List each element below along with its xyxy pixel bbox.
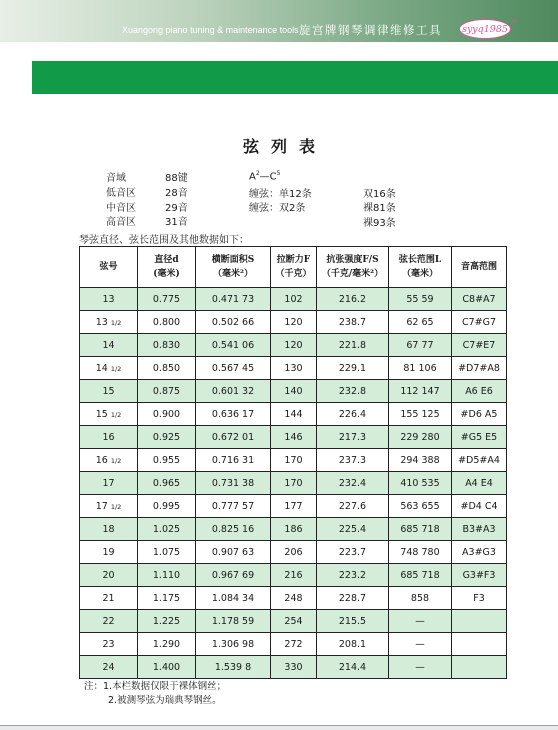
table-cell-d: 0.900	[138, 403, 196, 426]
table-cell-no: 22	[80, 610, 138, 633]
table-cell-pitch: #D6 A5	[452, 403, 507, 426]
table-cell-fs: 228.7	[317, 587, 389, 610]
table-cell-fs: 232.8	[317, 380, 389, 403]
table-cell-pitch: F3	[452, 587, 507, 610]
half-fraction: 1/2	[110, 456, 122, 465]
table-cell-f: 206	[271, 541, 317, 564]
table-cell-fs: 214.4	[317, 656, 389, 679]
table-cell-f: 186	[271, 518, 317, 541]
table-cell-no: 15 1/2	[80, 403, 138, 426]
half-fraction: 1/2	[110, 318, 122, 327]
column-header-title: 音高范围	[460, 262, 497, 272]
table-cell-fs: 221.8	[317, 334, 389, 357]
table-cell-s: 0.967 69	[196, 564, 271, 587]
table-cell-s: 0.825 16	[196, 518, 271, 541]
table-cell-d: 1.225	[138, 610, 196, 633]
table-cell-f: 170	[271, 449, 317, 472]
table-cell-no: 16	[80, 426, 138, 449]
column-header	[196, 247, 271, 288]
column-header-title: 拉断力F	[276, 255, 311, 265]
table-cell-s: 0.541 06	[196, 334, 271, 357]
table-cell-d: 0.875	[138, 380, 196, 403]
table-cell-no: 17	[80, 472, 138, 495]
table-cell-l: 67 77	[389, 334, 452, 357]
table-cell-no: 19	[80, 541, 138, 564]
table-cell-s: 1.178 59	[196, 610, 271, 633]
table-cell-l: —	[389, 656, 452, 679]
column-header-title: 直径d	[154, 255, 179, 265]
table-cell-d: 1.175	[138, 587, 196, 610]
table-cell-fs: 216.2	[317, 288, 389, 311]
table-cell-pitch: B3#A3	[452, 518, 507, 541]
table-cell-f: 254	[271, 610, 317, 633]
table-cell-s: 1.306 98	[196, 633, 271, 656]
table-row	[80, 311, 507, 334]
column-header-unit: （千克/毫米²）	[321, 269, 384, 279]
table-cell-pitch: G3#F3	[452, 564, 507, 587]
table-cell-fs: 223.2	[317, 564, 389, 587]
bottom-edge-strip	[0, 725, 558, 730]
table-cell-pitch	[452, 633, 507, 656]
table-cell-l: 55 59	[389, 288, 452, 311]
table-cell-s: 1.084 34	[196, 587, 271, 610]
table-cell-no: 15	[80, 380, 138, 403]
table-cell-fs: 226.4	[317, 403, 389, 426]
plain-string-count-93: 裸93条	[363, 218, 396, 229]
table-row	[80, 472, 507, 495]
table-cell-l: 685 718	[389, 564, 452, 587]
plain-string-count-81: 裸81条	[363, 203, 396, 214]
table-row	[80, 518, 507, 541]
bass-value: 28音	[165, 188, 188, 199]
table-row	[80, 587, 507, 610]
table-header-row	[80, 247, 507, 288]
column-header-title: 横断面积S	[211, 255, 255, 265]
header-chinese-text: 旋宫牌钢琴调律维修工具	[299, 23, 442, 37]
table-cell-f: 120	[271, 311, 317, 334]
table-cell-no: 23	[80, 633, 138, 656]
table-cell-no: 14	[80, 334, 138, 357]
table-cell-d: 0.965	[138, 472, 196, 495]
table-row	[80, 288, 507, 311]
table-cell-f: 272	[271, 633, 317, 656]
table-cell-s: 0.502 66	[196, 311, 271, 334]
table-cell-f: 102	[271, 288, 317, 311]
table-cell-s: 0.471 73	[196, 288, 271, 311]
table-cell-pitch: #G5 E5	[452, 426, 507, 449]
table-cell-f: 330	[271, 656, 317, 679]
table-cell-s: 1.539 8	[196, 656, 271, 679]
table-cell-pitch: #D5#A4	[452, 449, 507, 472]
note-2: 2.被测琴弦为瑞典琴钢丝。	[108, 695, 222, 706]
table-row	[80, 633, 507, 656]
note-1: 注：1.本栏数据仅限于裸体钢丝；	[84, 681, 227, 692]
table-cell-s: 0.636 17	[196, 403, 271, 426]
table-cell-fs: 238.7	[317, 311, 389, 334]
table-cell-pitch: C8#A7	[452, 288, 507, 311]
table-cell-d: 0.955	[138, 449, 196, 472]
table-cell-d: 1.110	[138, 564, 196, 587]
green-section-band	[32, 61, 558, 94]
table-cell-d: 0.925	[138, 426, 196, 449]
table-cell-d: 1.290	[138, 633, 196, 656]
table-cell-f: 216	[271, 564, 317, 587]
table-row	[80, 334, 507, 357]
table-cell-l: —	[389, 633, 452, 656]
half-fraction: 1/2	[110, 502, 122, 511]
table-cell-no: 17 1/2	[80, 495, 138, 518]
middle-label: 中音区	[106, 203, 136, 214]
table-cell-l: 62 65	[389, 311, 452, 334]
table-row	[80, 564, 507, 587]
table-cell-f: 170	[271, 472, 317, 495]
table-cell-pitch: #D4 C4	[452, 495, 507, 518]
table-row	[80, 541, 507, 564]
table-cell-f: 177	[271, 495, 317, 518]
treble-label: 高音区	[106, 217, 136, 228]
table-cell-s: 0.567 45	[196, 357, 271, 380]
column-header	[80, 247, 138, 288]
column-header-unit: (毫米)	[153, 269, 180, 279]
table-cell-fs: 229.1	[317, 357, 389, 380]
column-header-unit: （千克）	[275, 269, 312, 279]
registered-mark: ®	[511, 17, 518, 25]
table-cell-no: 13 1/2	[80, 311, 138, 334]
column-header	[271, 247, 317, 288]
table-row	[80, 380, 507, 403]
table-cell-pitch	[452, 656, 507, 679]
logo-text: syyq1985	[462, 23, 508, 35]
table-cell-d: 1.025	[138, 518, 196, 541]
table-cell-l: 858	[389, 587, 452, 610]
table-cell-s: 0.907 63	[196, 541, 271, 564]
table-cell-fs: 215.5	[317, 610, 389, 633]
treble-value: 31音	[165, 217, 188, 228]
half-fraction: 1/2	[110, 410, 122, 419]
table-cell-d: 0.775	[138, 288, 196, 311]
table-cell-fs: 223.7	[317, 541, 389, 564]
table-cell-no: 20	[80, 564, 138, 587]
table-cell-l: 410 535	[389, 472, 452, 495]
table-cell-s: 0.731 38	[196, 472, 271, 495]
table-cell-s: 0.777 57	[196, 495, 271, 518]
table-cell-fs: 225.4	[317, 518, 389, 541]
table-cell-no: 14 1/2	[80, 357, 138, 380]
table-cell-no: 24	[80, 656, 138, 679]
table-cell-d: 0.850	[138, 357, 196, 380]
table-cell-no: 16 1/2	[80, 449, 138, 472]
page-title: 弦列表	[242, 137, 327, 156]
table-cell-l: 685 718	[389, 518, 452, 541]
table-cell-s: 0.716 31	[196, 449, 271, 472]
table-cell-l: 112 147	[389, 380, 452, 403]
table-row	[80, 610, 507, 633]
table-cell-pitch: A6 E6	[452, 380, 507, 403]
header-english-text: Xuangong piano tuning & maintenance tools	[122, 25, 299, 35]
table-cell-no: 18	[80, 518, 138, 541]
table-cell-d: 0.995	[138, 495, 196, 518]
wound-double-count: 缠弦：双2条	[249, 203, 306, 214]
table-cell-l: 81 106	[389, 357, 452, 380]
table-cell-no: 21	[80, 587, 138, 610]
table-cell-pitch	[452, 610, 507, 633]
table-row	[80, 403, 507, 426]
column-header	[452, 247, 507, 288]
column-header-title: 抗张强度F/S	[326, 255, 379, 265]
table-cell-fs: 232.4	[317, 472, 389, 495]
table-cell-l: 229 280	[389, 426, 452, 449]
table-cell-pitch: C7#G7	[452, 311, 507, 334]
range-label: 音域	[106, 173, 126, 184]
wound-single-count: 缠弦：单12条	[249, 189, 312, 200]
column-header-unit: （毫米²）	[213, 269, 253, 279]
table-cell-pitch: #D7#A8	[452, 357, 507, 380]
column-header	[317, 247, 389, 288]
column-header-title: 弦号	[99, 262, 118, 272]
column-header-unit: （毫米）	[401, 269, 438, 279]
table-cell-s: 0.672 01	[196, 426, 271, 449]
middle-value: 29音	[165, 203, 188, 214]
table-cell-l: 294 388	[389, 449, 452, 472]
table-cell-fs: 237.3	[317, 449, 389, 472]
table-cell-l: 563 655	[389, 495, 452, 518]
table-cell-f: 144	[271, 403, 317, 426]
table-cell-d: 1.400	[138, 656, 196, 679]
table-cell-l: 155 125	[389, 403, 452, 426]
range-value: 88键	[165, 173, 188, 184]
table-cell-fs: 217.3	[317, 426, 389, 449]
table-cell-fs: 208.1	[317, 633, 389, 656]
table-cell-f: 146	[271, 426, 317, 449]
table-cell-no: 13	[80, 288, 138, 311]
half-fraction: 1/2	[110, 364, 122, 373]
key-range: $A^2—C^5$	[249, 170, 281, 183]
string-data-table	[79, 246, 507, 679]
table-cell-l: 748 780	[389, 541, 452, 564]
table-cell-f: 130	[271, 357, 317, 380]
double-string-count: 双16条	[363, 189, 396, 200]
brand-logo	[459, 19, 511, 39]
table-cell-f: 140	[271, 380, 317, 403]
table-intro: 琴弦直径、弦长范围及其他数据如下：	[79, 235, 249, 246]
table-cell-fs: 227.6	[317, 495, 389, 518]
bass-label: 低音区	[106, 188, 136, 199]
table-header	[80, 247, 507, 288]
table-cell-pitch: C7#E7	[452, 334, 507, 357]
table-cell-pitch: A3#G3	[452, 541, 507, 564]
column-header-title: 弦长范围L	[398, 255, 442, 265]
table-cell-d: 1.075	[138, 541, 196, 564]
table-row	[80, 495, 507, 518]
table-body	[80, 288, 507, 679]
table-notes	[84, 680, 226, 708]
table-cell-d: 0.800	[138, 311, 196, 334]
table-cell-pitch: A4 E4	[452, 472, 507, 495]
table-cell-l: —	[389, 610, 452, 633]
column-header	[138, 247, 196, 288]
table-row	[80, 426, 507, 449]
table-cell-f: 248	[271, 587, 317, 610]
table-cell-d: 0.830	[138, 334, 196, 357]
table-cell-f: 120	[271, 334, 317, 357]
column-header	[389, 247, 452, 288]
table-row	[80, 449, 507, 472]
table-row	[80, 357, 507, 380]
table-cell-s: 0.601 32	[196, 380, 271, 403]
table-row	[80, 656, 507, 679]
